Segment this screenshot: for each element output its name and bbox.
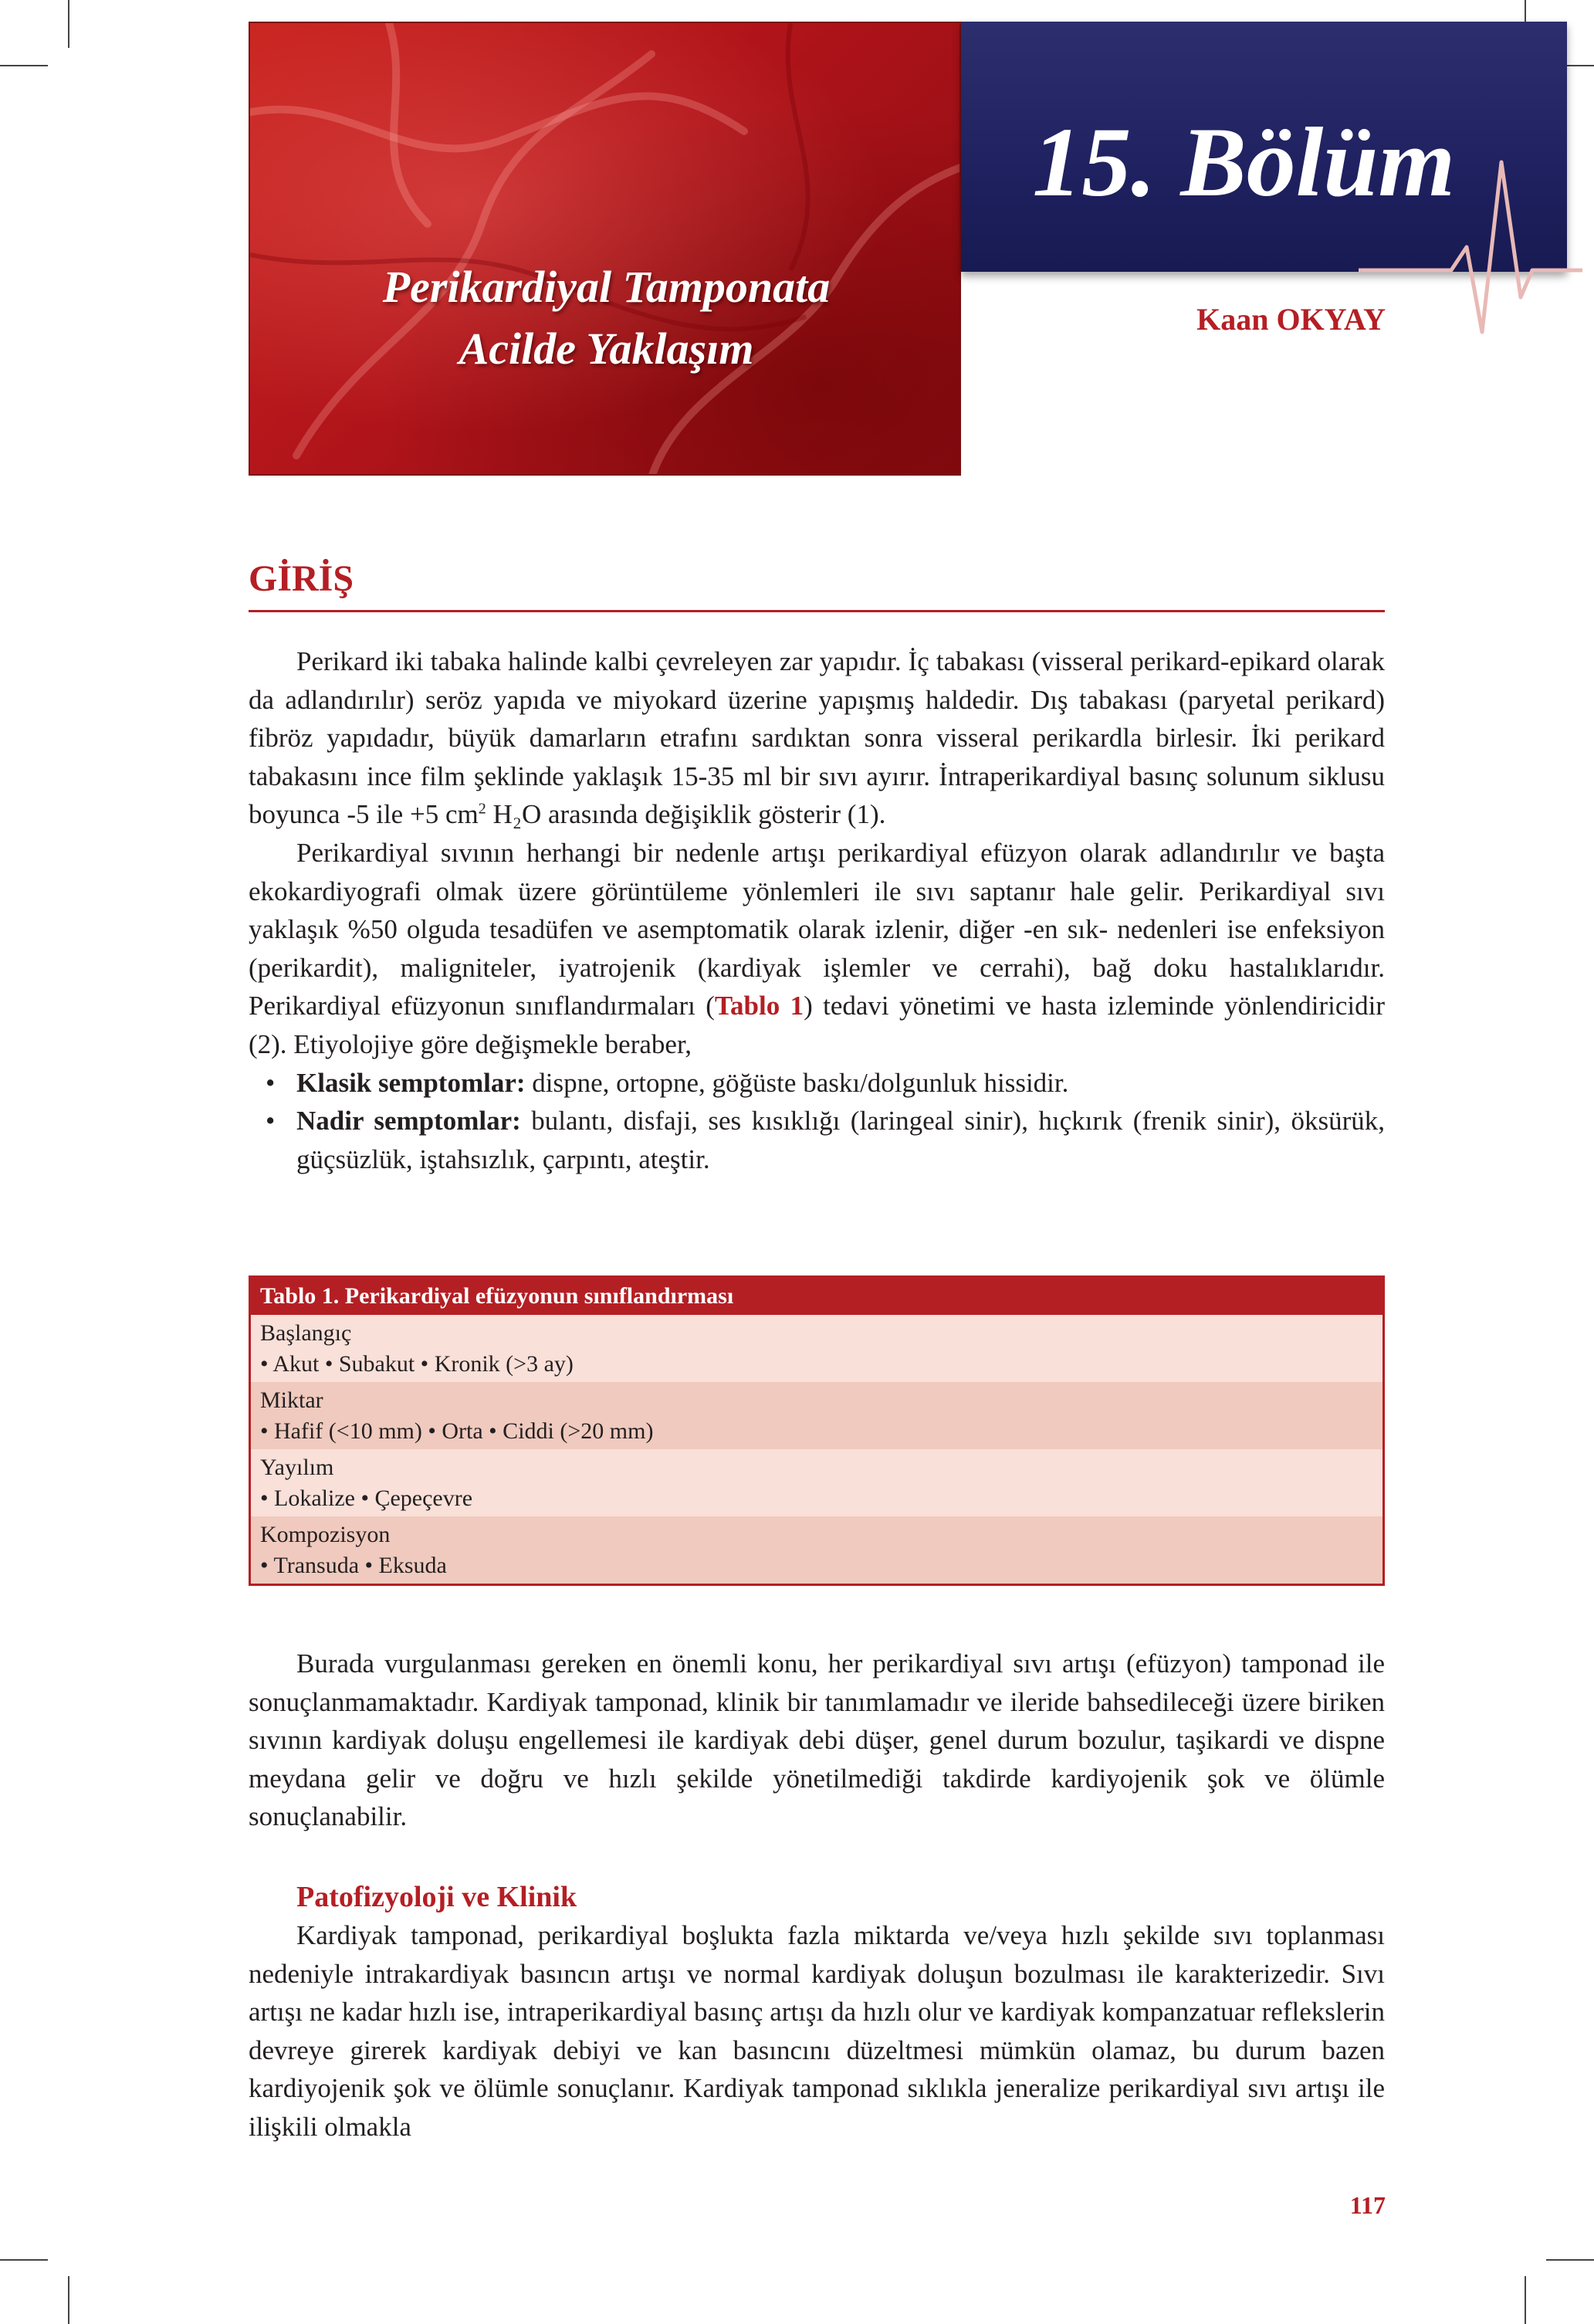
section-divider xyxy=(249,610,1385,612)
paragraph: Burada vurgulanması gereken en önemli konu, her perikardiyal sıvı artışı (efüzyon) tamponad ile sonuçlanmamaktadır. Kardiyak tamponad, klinik bir tanımlamadır ve ileride bahsedileceği üzere biriken sıvının kardiyak doluşu engellemesi ile kardiyak debi düşer, genel durum bozulur, taşikardi ve dispne meydana gelir ve doğru ve hızlı şekilde yönetilmediği takdirde kardiyojenik şok ve ölümle sonuçlanabilir. xyxy=(249,1648,1385,1832)
paragraph: Perikardiyal sıvının herhangi bir nedenle artışı perikardiyal efüzyon olarak adlandırılır ve başta ekokardiyografi olmak üzere görüntüleme yönlemleri ile sıvı saptanır hale gelir. Perikardiyal sıvı yaklaşık %50 olguda tesadüfen ve asemptomatik olarak izlenir, diğer -en sık- nedenleri ise enfeksiyon (perikardit), maligniteler, iyatrojenik (kardiyak işlemler ve cerrahi), bağ doku hastalıklarıdır. Perikardiyal efüzyonun sınıflandırmaları (Tablo 1) tedavi yönetimi ve hasta izleminde yönlendiricidir (2). Etiyolojiye göre değişmekle beraber, xyxy=(249,837,1385,1059)
table-reference-link[interactable]: Tablo 1 xyxy=(714,991,804,1021)
list-item: • Nadir semptomlar: bulantı, disfaji, ses kısıklığı (laringeal sinir), hıçkırık (frenik sinir), öksürük, güçsüzlük, iştahsızlık, çarpıntı, ateştir. xyxy=(266,1106,1385,1174)
page-number: 117 xyxy=(1349,2191,1386,2219)
vessel-texture-graphic xyxy=(250,23,961,476)
author-name: Kaan OKYAY xyxy=(1196,302,1386,337)
post-table-text xyxy=(249,1645,1385,1836)
intro-text xyxy=(249,642,1385,1178)
table-row-items: • Akut • Subakut • Kronik (>3 ay) xyxy=(260,1351,574,1377)
section-heading-intro: GİRİŞ xyxy=(249,558,354,599)
table-row-label: Yayılım xyxy=(260,1455,334,1480)
table-row-label: Kompozisyon xyxy=(260,1522,391,1547)
crop-mark xyxy=(1546,2259,1594,2261)
table-row xyxy=(251,1315,1382,1382)
classification-table xyxy=(249,1275,1385,1586)
pathophysiology-text xyxy=(249,1916,1385,2146)
chapter-header-image xyxy=(249,22,961,476)
crop-mark xyxy=(0,2259,48,2261)
chapter-number: 15. Bölüm xyxy=(1032,107,1455,217)
table-row-items: • Hafif (<10 mm) • Orta • Ciddi (>20 mm) xyxy=(260,1418,654,1444)
crop-mark xyxy=(68,2276,69,2324)
list-item: • Klasik semptomlar: dispne, ortopne, göğüste baskı/dolgunluk hissidir. xyxy=(266,1067,1069,1098)
table-title: Tablo 1. Perikardiyal efüzyonun sınıflandırması xyxy=(251,1278,1382,1315)
subheading-pathophysiology: Patofizyoloji ve Klinik xyxy=(296,1881,577,1913)
chapter-title-line1: Perikardiyal Tamponata xyxy=(382,262,831,312)
crop-mark xyxy=(0,65,48,66)
table-row xyxy=(251,1516,1382,1584)
paragraph: Kardiyak tamponad, perikardiyal boşlukta fazla miktarda ve/veya hızlı şekilde sıvı toplanması nedeniyle intrakardiyak basıncın artışı ve normal kardiyak doluşun bozulması ile karakterizedir. Sıvı artışı ne kadar hızlı ise, intraperikardiyal basınç artışı da hızlı olur ve kardiyak kompanzatuar reflekslerin devreye girerek kardiyak debiyi ve kan basıncını düzeltmesi mümkün olamaz, bu durum bazen kardiyojenik şok ve ölümle sonuçlanır. Kardiyak tamponad sıklıkla jeneralize perikardiyal sıvı artışı ile ilişkili olmakla xyxy=(249,1920,1385,2142)
table-row-items: • Transuda • Eksuda xyxy=(260,1553,447,1578)
table-row-label: Başlangıç xyxy=(260,1320,352,1346)
symptom-list xyxy=(249,1064,1385,1179)
table-row-label: Miktar xyxy=(260,1387,323,1413)
table-row xyxy=(251,1449,1382,1516)
crop-mark xyxy=(1525,2276,1526,2324)
table-row xyxy=(251,1382,1382,1449)
crop-mark xyxy=(68,0,69,48)
table-row-items: • Lokalize • Çepeçevre xyxy=(260,1486,473,1511)
paragraph: Perikard iki tabaka halinde kalbi çevreleyen zar yapıdır. İç tabakası (visseral perikard-epikard olarak da adlandırılır) seröz yapıda ve miyokard üzerine yapışmış haldedir. Dış tabakası (paryetal perikard) fibröz yapıdadır, büyük damarların etrafını sardıktan sonra visseral perikardla birlesir. İki perikard tabakasını ince film şeklinde yaklaşık 15-35 ml bir sıvı ayırır. İntraperikardiyal basınç solunum siklusu boyunca -5 ile +5 $cm^2$ H₂O arasında değişiklik gösterir (1). xyxy=(249,646,1385,830)
chapter-title-line2: Acilde Yaklaşım xyxy=(459,324,754,374)
ecg-line-icon xyxy=(1359,154,1582,340)
